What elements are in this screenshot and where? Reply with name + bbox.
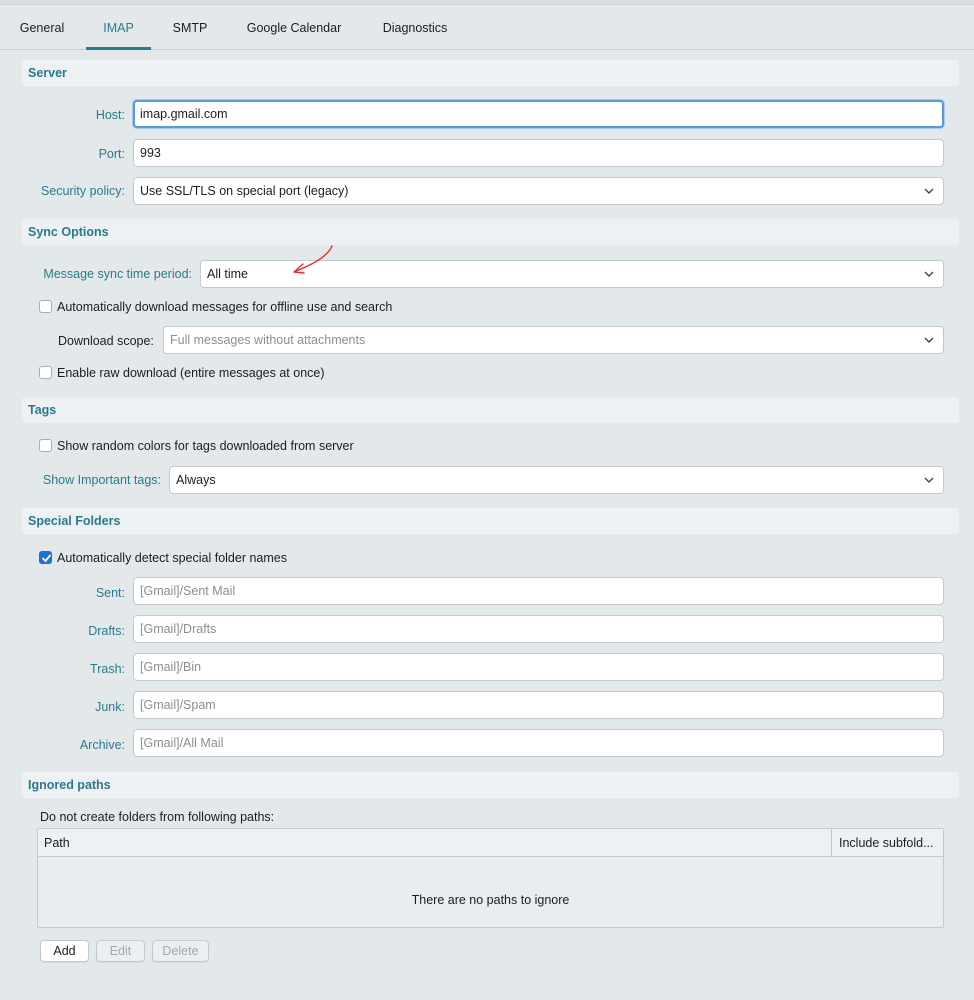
random-colors-checkbox[interactable] (39, 439, 52, 452)
chevron-down-icon (923, 269, 935, 279)
auto-detect-label: Automatically detect special folder names (57, 551, 287, 565)
trash-label: Trash: (90, 662, 125, 676)
archive-label: Archive: (79, 738, 125, 752)
empty-state-text: There are no paths to ignore (411, 893, 570, 907)
tab-diagnostics[interactable]: Diagnostics (382, 21, 448, 35)
auto-download-label: Automatically download messages for offline use and search (57, 300, 393, 314)
annotation-arrow-icon (290, 242, 338, 276)
port-label: Port: (98, 147, 125, 161)
security-policy-label: Security policy: (40, 184, 125, 198)
download-scope-select[interactable] (163, 326, 944, 354)
port-input[interactable]: 993 (133, 139, 944, 167)
chevron-down-icon (923, 475, 935, 485)
host-input[interactable]: imap.gmail.com (133, 100, 944, 128)
important-tags-value: Always (176, 473, 216, 487)
chevron-down-icon (923, 186, 935, 196)
column-divider[interactable] (831, 829, 832, 857)
edit-path-button[interactable]: Edit (96, 940, 145, 962)
trash-folder-input[interactable]: [Gmail]/Bin (133, 653, 944, 681)
archive-folder-input[interactable]: [Gmail]/All Mail (133, 729, 944, 757)
sync-period-label: Message sync time period: (43, 267, 192, 281)
raw-download-label: Enable raw download (entire messages at once) (57, 366, 325, 380)
sync-options-section-header: Sync Options (22, 219, 959, 245)
server-section-header: Server (22, 60, 959, 86)
security-policy-select[interactable] (133, 177, 944, 205)
important-tags-select[interactable] (169, 466, 944, 494)
ignored-paths-section-header: Ignored paths (22, 772, 959, 798)
ignored-paths-table[interactable] (37, 828, 944, 928)
important-tags-label: Show Important tags: (42, 473, 161, 487)
host-label: Host: (95, 108, 125, 122)
junk-label: Junk: (95, 700, 125, 714)
ignored-paths-description: Do not create folders from following paths: (40, 810, 275, 824)
tags-section-header: Tags (22, 397, 959, 423)
sync-period-value: All time (207, 267, 248, 281)
sent-label: Sent: (95, 586, 125, 600)
special-folders-section-header: Special Folders (22, 508, 959, 534)
security-policy-value: Use SSL/TLS on special port (legacy) (140, 184, 349, 198)
sent-folder-input[interactable]: [Gmail]/Sent Mail (133, 577, 944, 605)
tab-bar (0, 5, 974, 50)
random-colors-label: Show random colors for tags downloaded from server (57, 439, 354, 453)
drafts-folder-input[interactable]: [Gmail]/Drafts (133, 615, 944, 643)
junk-folder-input[interactable]: [Gmail]/Spam (133, 691, 944, 719)
raw-download-checkbox-row[interactable] (39, 365, 325, 383)
chevron-down-icon (923, 335, 935, 345)
column-header-path[interactable]: Path (44, 836, 70, 850)
checkmark-icon (41, 553, 52, 564)
random-colors-checkbox-row[interactable] (39, 438, 354, 456)
raw-download-checkbox[interactable] (39, 366, 52, 379)
download-scope-value: Full messages without attachments (170, 333, 366, 347)
tab-imap[interactable]: IMAP (86, 5, 151, 49)
column-header-include-subfolders[interactable]: Include subfold... (839, 836, 934, 850)
tab-general[interactable]: General (19, 21, 65, 35)
auto-download-checkbox-row[interactable] (39, 299, 392, 317)
auto-download-checkbox[interactable] (39, 300, 52, 313)
auto-detect-checkbox-row[interactable] (39, 550, 287, 568)
table-header (38, 829, 943, 857)
tab-smtp[interactable]: SMTP (172, 21, 208, 35)
download-scope-label: Download scope: (58, 334, 154, 348)
auto-detect-checkbox[interactable] (39, 551, 52, 564)
drafts-label: Drafts: (88, 624, 125, 638)
delete-path-button[interactable]: Delete (152, 940, 209, 962)
tab-google-calendar[interactable]: Google Calendar (246, 21, 342, 35)
add-path-button[interactable]: Add (40, 940, 89, 962)
